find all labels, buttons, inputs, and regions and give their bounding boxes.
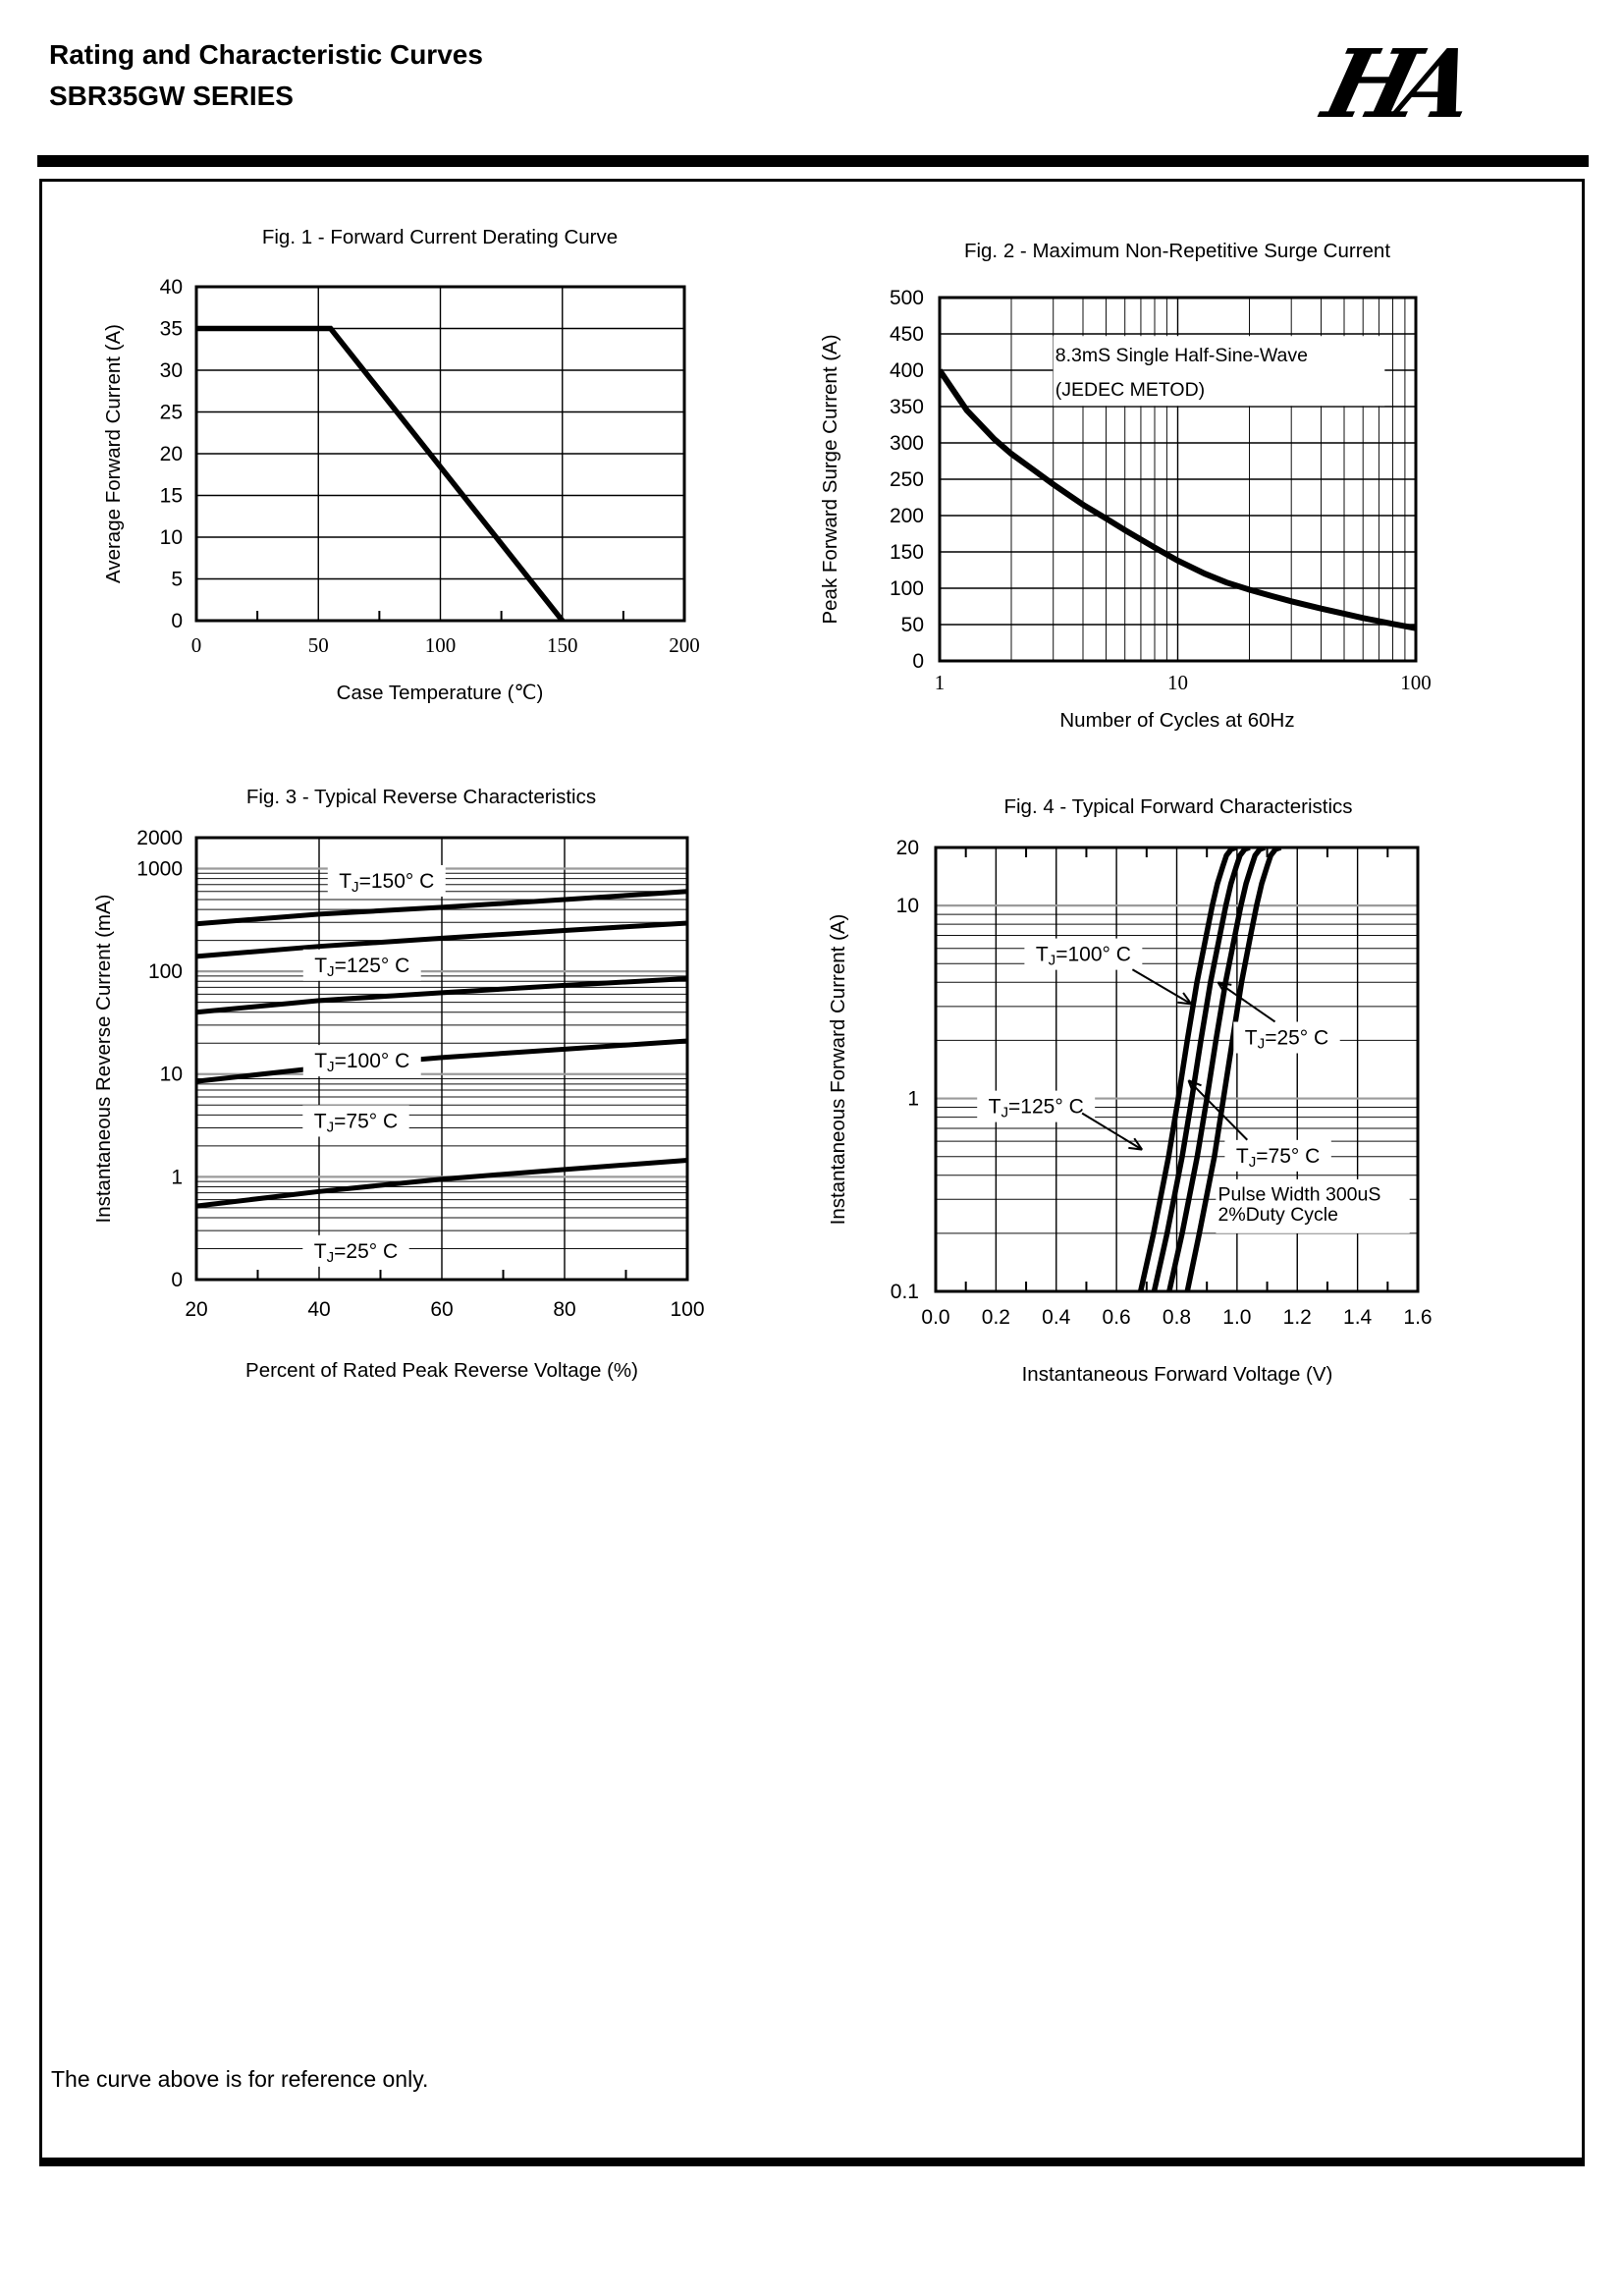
fig2-y-tick: 100	[889, 577, 924, 600]
fig2-chart	[819, 240, 1432, 732]
fig2-annotation-text: (JEDEC METOD)	[1055, 378, 1206, 401]
fig3-y-axis-title: Instantaneous Reverse Current (mA)	[92, 894, 115, 1224]
fig1-curve-forward-current-derating	[196, 329, 563, 622]
fig4-y-tick: 20	[895, 837, 919, 859]
curve-label-text: TJ=100° C	[1035, 943, 1131, 969]
fig3-x-tick: 40	[307, 1298, 331, 1321]
fig2-y-tick: 250	[889, 468, 924, 491]
brand-logo: HA	[1314, 28, 1472, 139]
curve-label-text: TJ=150° C	[339, 869, 435, 896]
fig3-x-tick: 100	[670, 1298, 705, 1321]
fig1-y-tick: 35	[159, 317, 183, 341]
fig3-x-tick: 20	[185, 1298, 208, 1321]
fig4-x-tick: 1.4	[1343, 1306, 1373, 1329]
fig1-x-tick: 100	[424, 633, 457, 657]
fig3-y-tick: 2000	[136, 827, 183, 849]
fig3-x-tick: 60	[430, 1298, 454, 1321]
fig1-x-axis-title: Case Temperature (℃)	[336, 682, 544, 704]
fig1-y-tick: 20	[159, 443, 183, 465]
curve-label-text: TJ=75° C	[1235, 1144, 1321, 1171]
page-title: Rating and Characteristic Curves	[49, 39, 483, 70]
fig1-chart	[102, 226, 700, 704]
fig1-y-tick: 5	[171, 568, 183, 591]
fig2-x-axis-title: Number of Cycles at 60Hz	[1059, 709, 1295, 732]
fig4-x-tick: 1.2	[1282, 1306, 1312, 1329]
fig1-y-tick: 40	[159, 276, 183, 299]
fig1-y-tick: 30	[159, 359, 183, 382]
curve-label-text: TJ=25° C	[313, 1239, 399, 1266]
footer-note: The curve above is for reference only.	[51, 2066, 429, 2092]
fig3-y-tick: 100	[147, 960, 183, 984]
curve-label-text: TJ=25° C	[1244, 1026, 1329, 1053]
fig2-y-tick: 400	[889, 359, 924, 382]
fig4-y-tick: 1	[907, 1087, 919, 1111]
fig4-y-axis-title: Instantaneous Forward Current (A)	[827, 913, 849, 1226]
fig2-y-tick: 350	[889, 396, 924, 418]
fig2-y-tick: 450	[889, 323, 924, 346]
fig3-title: Fig. 3 - Typical Reverse Characteristics	[245, 786, 597, 808]
fig4-x-tick: 0.8	[1162, 1306, 1192, 1329]
fig4-x-tick: 1.0	[1222, 1306, 1252, 1329]
curve-label-text: TJ=125° C	[988, 1095, 1084, 1121]
fig4-annotation-text: Pulse Width 300uS	[1217, 1183, 1381, 1206]
fig2-x-tick: 100	[1400, 671, 1432, 694]
fig2-title: Fig. 2 - Maximum Non-Repetitive Surge Current	[963, 240, 1391, 262]
fig4-arrow	[1132, 969, 1191, 1004]
fig1-gridlines	[196, 287, 684, 621]
fig1-x-tick: 0	[190, 633, 202, 657]
fig4-x-tick: 0.6	[1102, 1306, 1131, 1329]
fig4-y-tick: 10	[895, 895, 919, 918]
fig2-annotation-text: 8.3mS Single Half-Sine-Wave	[1055, 345, 1309, 367]
fig2-y-tick: 50	[900, 614, 924, 636]
fig1-y-tick: 15	[159, 484, 183, 508]
fig2-y-axis-title: Peak Forward Surge Current (A)	[819, 334, 841, 625]
fig1-x-tick: 50	[307, 633, 329, 657]
fig4-x-tick: 0.0	[921, 1306, 950, 1329]
fig4-arrow	[1082, 1114, 1142, 1150]
fig4-arrow	[1218, 982, 1275, 1021]
fig4-y-tick: 0.1	[890, 1281, 919, 1303]
fig4-x-tick: 0.2	[981, 1306, 1010, 1329]
fig4-x-tick: 1.6	[1403, 1306, 1433, 1329]
fig2-y-tick: 0	[912, 650, 924, 673]
fig1-x-tick: 200	[669, 633, 700, 657]
fig2-y-tick: 300	[889, 432, 924, 455]
fig1-x-tick: 150	[547, 633, 578, 657]
fig4-x-axis-title: Instantaneous Forward Voltage (V)	[1021, 1363, 1333, 1386]
fig1-y-tick: 0	[171, 610, 183, 632]
fig4-title: Fig. 4 - Typical Forward Characteristics	[1003, 795, 1353, 818]
fig3-y-tick: 10	[159, 1063, 183, 1086]
fig2-x-tick: 10	[1167, 671, 1188, 694]
fig3-y-tick: 1000	[136, 857, 183, 881]
fig3-chart	[92, 786, 705, 1382]
fig4-annotation-text: 2%Duty Cycle	[1217, 1204, 1339, 1227]
fig3-y-tick: 0	[171, 1269, 183, 1291]
fig3-y-tick: 1	[171, 1166, 183, 1189]
fig2-x-tick: 1	[934, 671, 946, 694]
fig4-x-tick: 0.4	[1042, 1306, 1071, 1329]
fig4-chart	[827, 795, 1433, 1386]
curve-label-text: TJ=75° C	[313, 1110, 399, 1136]
fig1-y-tick: 10	[159, 526, 183, 549]
fig2-y-tick: 500	[889, 287, 924, 309]
fig1-y-tick: 25	[159, 401, 183, 424]
curve-label-text: TJ=100° C	[314, 1050, 410, 1076]
fig3-x-axis-title: Percent of Rated Peak Reverse Voltage (%)	[245, 1359, 638, 1382]
fig2-y-tick: 150	[889, 541, 924, 564]
fig3-x-tick: 80	[553, 1298, 576, 1321]
curve-label-text: TJ=125° C	[314, 954, 410, 980]
fig1-title: Fig. 1 - Forward Current Derating Curve	[261, 226, 619, 248]
series-name: SBR35GW SERIES	[49, 81, 294, 111]
fig2-y-tick: 200	[889, 505, 924, 527]
fig1-y-axis-title: Average Forward Current (A)	[102, 324, 125, 583]
